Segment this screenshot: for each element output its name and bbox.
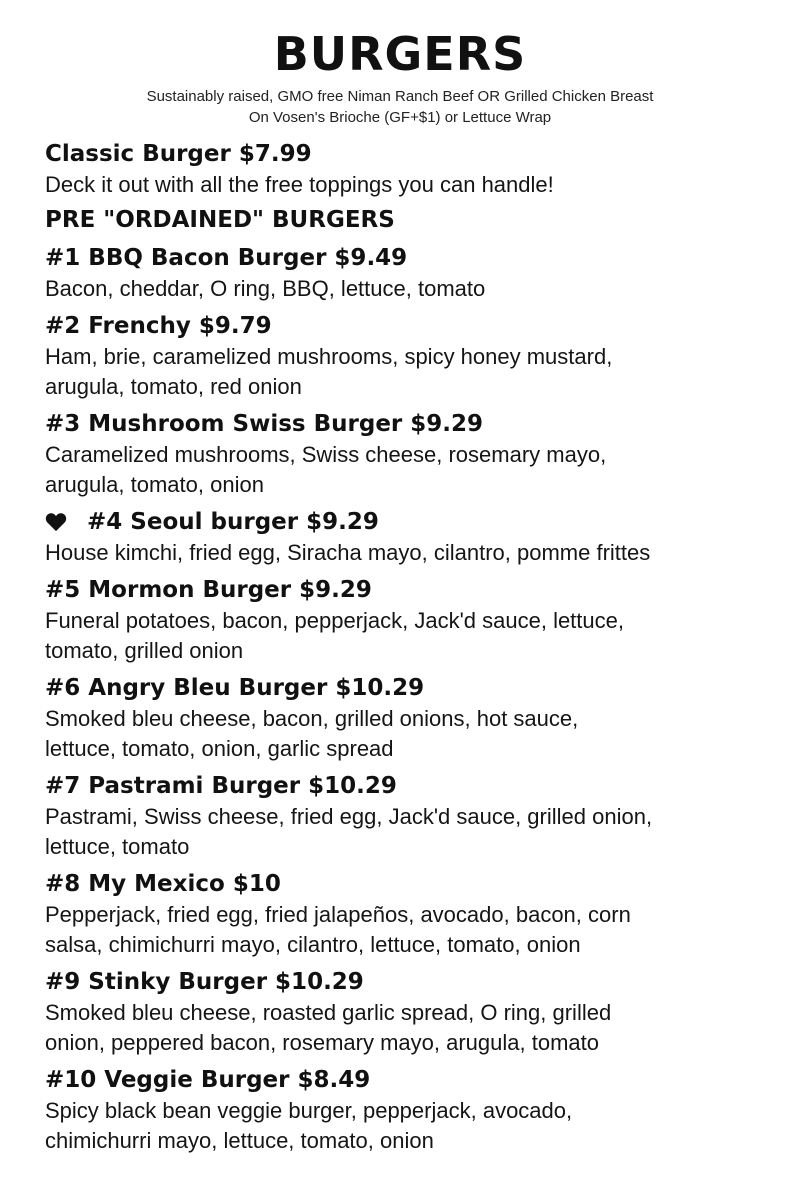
burger-heading-row [45, 506, 765, 538]
burger-desc-line: lettuce, tomato [45, 834, 190, 859]
burger-item-8 [45, 868, 765, 960]
burger-heading: #7 Pastrami Burger $10.29 [45, 773, 397, 799]
burger-desc-line: Smoked bleu cheese, bacon, grilled onions, hot sauce, [45, 706, 579, 731]
burger-heading: #2 Frenchy $9.79 [45, 313, 272, 339]
menu-subtitle-line2: On Vosen's Brioche (GF+$1) or Lettuce Wrap [248, 109, 552, 126]
burger-desc-line: Pepperjack, fried egg, fried jalapeños, avocado, bacon, corn [45, 902, 631, 927]
classic-burger-desc: Deck it out with all the free toppings you can handle! [45, 172, 554, 197]
burger-desc-line: Funeral potatoes, bacon, pepperjack, Jack'd sauce, lettuce, [45, 608, 624, 633]
burger-heading: #9 Stinky Burger $10.29 [45, 969, 364, 995]
menu-subtitle-line1: Sustainably raised, GMO free Niman Ranch Beef OR Grilled Chicken Breast [146, 88, 654, 105]
burger-desc-line: arugula, tomato, onion [45, 472, 264, 497]
burger-heading: #8 My Mexico $10 [45, 871, 281, 897]
burger-heading: #1 BBQ Bacon Burger $9.49 [45, 245, 408, 271]
burger-desc-line: onion, peppered bacon, rosemary mayo, arugula, tomato [45, 1030, 599, 1055]
burger-desc-line: Ham, brie, caramelized mushrooms, spicy honey mustard, [45, 344, 613, 369]
burger-desc-line: salsa, chimichurri mayo, cilantro, lettuce, tomato, onion [45, 932, 581, 957]
burger-item-3 [45, 408, 765, 500]
burger-item-2 [45, 310, 765, 402]
burger-desc-line: tomato, grilled onion [45, 638, 244, 663]
burger-item-1 [45, 242, 765, 304]
burger-item-4 [45, 506, 765, 568]
burger-item-10 [45, 1064, 765, 1156]
burger-desc-line: Smoked bleu cheese, roasted garlic spread, O ring, grilled [45, 1000, 612, 1025]
burger-desc-line: Spicy black bean veggie burger, pepperjack, avocado, [45, 1098, 573, 1123]
burger-heading: #4 Seoul burger $9.29 [87, 509, 379, 535]
burger-heading: #10 Veggie Burger $8.49 [45, 1067, 371, 1093]
burger-desc-line: Pastrami, Swiss cheese, fried egg, Jack'd sauce, grilled onion, [45, 804, 653, 829]
classic-burger-item [45, 138, 765, 200]
burger-item-9 [45, 966, 765, 1058]
burger-desc: House kimchi, fried egg, Siracha mayo, cilantro, pomme frittes [45, 540, 651, 565]
burger-heading: #3 Mushroom Swiss Burger $9.29 [45, 411, 484, 437]
burger-desc-line: lettuce, tomato, onion, garlic spread [45, 736, 394, 761]
section-label: PRE "ORDAINED" BURGERS [45, 207, 395, 233]
menu-title: BURGERS [273, 27, 527, 81]
menu-items [45, 138, 765, 1156]
burger-heading: #6 Angry Bleu Burger $10.29 [45, 675, 425, 701]
burger-desc: Bacon, cheddar, O ring, BBQ, lettuce, tomato [45, 276, 486, 301]
burger-item-6 [45, 672, 765, 764]
burger-item-5 [45, 574, 765, 666]
heart-icon [45, 512, 67, 532]
burger-item-7 [45, 770, 765, 862]
classic-burger-heading: Classic Burger $7.99 [45, 141, 312, 167]
burger-desc-line: chimichurri mayo, lettuce, tomato, onion [45, 1128, 434, 1153]
burger-heading: #5 Mormon Burger $9.29 [45, 577, 372, 603]
burger-desc-line: Caramelized mushrooms, Swiss cheese, rosemary mayo, [45, 442, 607, 467]
burger-desc-line: arugula, tomato, red onion [45, 374, 302, 399]
